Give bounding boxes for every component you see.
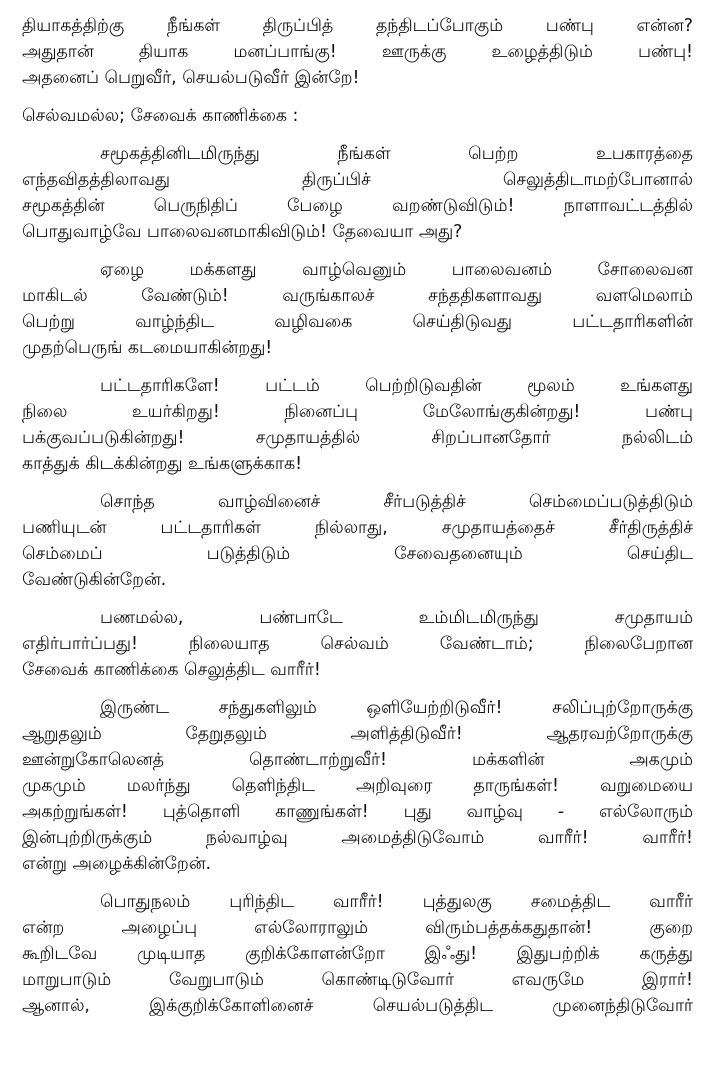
paragraph-line: பெற்று வாழ்ந்திட வழிவகை செய்திடுவது பட்டதாரிகளின் xyxy=(22,312,693,332)
paragraph-line: சமூகத்தினிடமிருந்து நீங்கள் பெற்ற உபகாரத்தை xyxy=(100,144,693,164)
paragraph-2 xyxy=(22,257,693,361)
paragraph-line: என்று அழைக்கின்றேன். xyxy=(22,854,212,874)
paragraph-line: பொதுவாழ்வே பாலைவனமாகிவிடும்! தேவையா அது? xyxy=(22,222,463,242)
paragraph-line: முகமும் மலர்ந்து தெளிந்திட அறிவுரை தாருங்கள்! வறுமையை xyxy=(22,776,693,796)
paragraph-7 xyxy=(22,889,693,1019)
paragraph-line: மாறுபாடும் வேறுபாடும் கொண்டிடுவோர் எவருமே இரார்! xyxy=(22,970,693,990)
paragraph-line: ஆறுதலும் தேறுதலும் அளித்திடுவீர்! ஆதரவற்றோருக்கு xyxy=(22,724,693,744)
paragraph-line: பொதுநலம் புரிந்திட வாரீர்! புத்துலகு சமைத்திட வாரீர் xyxy=(100,892,693,912)
paragraph-6 xyxy=(22,695,693,877)
intro-block xyxy=(22,0,693,91)
paragraph-line: பட்டதாரிகளே! பட்டம் பெற்றிடுவதின் மூலம் உங்களது xyxy=(100,376,693,396)
paragraph-line: அகற்றுங்கள்! புத்தொளி காணுங்கள்! புது வாழ்வு - எல்லோரும் xyxy=(22,802,693,822)
paragraph-line: கூறிடவே முடியாத குறிக்கோளன்றோ இஃது! இதுபற்றிக் கருத்து xyxy=(22,944,693,964)
paragraph-1 xyxy=(22,141,693,245)
intro-line-1: தியாகத்திற்கு நீங்கள் திருப்பித் தந்திடப்போகும் பண்பு என்ன? xyxy=(22,16,693,36)
paragraph-line: வேண்டுகின்றேன். xyxy=(22,570,167,590)
paragraph-line: முதற்பெருங் கடமையாகின்றது! xyxy=(22,338,273,358)
paragraph-line: சொந்த வாழ்வினைச் சீர்படுத்திச் செம்மைப்படுத்திடும் xyxy=(100,492,693,512)
paragraph-3 xyxy=(22,373,693,477)
paragraph-line: இருண்ட சந்துகளிலும் ஒளியேற்றிடுவீர்! சலிப்புற்றோருக்கு xyxy=(100,698,693,718)
section-heading: செல்வமல்ல; சேவைக் காணிக்கை : xyxy=(22,106,299,126)
paragraph-line: பணியுடன் பட்டதாரிகள் நில்லாது, சமுதாயத்தைச் சீர்திருத்திச் xyxy=(22,518,693,538)
paragraph-line: என்ற அழைப்பு எல்லோராலும் விரும்பத்தக்கதுதான்! குறை xyxy=(22,918,693,938)
paragraph-line: ஏழை மக்களது வாழ்வெனும் பாலைவனம் சோலைவன xyxy=(100,260,693,280)
paragraph-5 xyxy=(22,605,693,683)
paragraph-line: ஊன்றுகோலெனத் தொண்டாற்றுவீர்! மக்களின் அகமும் xyxy=(22,750,693,770)
paragraph-line: பணமல்ல, பண்பாடே உம்மிடமிருந்து சமுதாயம் xyxy=(100,608,693,628)
paragraph-line: நிலை உயர்கிறது! நினைப்பு மேலோங்குகின்றது! பண்பு xyxy=(22,402,693,422)
paragraph-line: பக்குவப்படுகின்றது! சமுதாயத்தில் சிறப்பானதோர் நல்லிடம் xyxy=(22,428,693,448)
paragraph-line: சேவைக் காணிக்கை செலுத்திட வாரீர்! xyxy=(22,660,321,680)
paragraph-line: செம்மைப் படுத்திடும் சேவைதனையும் செய்திட xyxy=(22,544,693,564)
paragraph-line: இன்புற்றிருக்கும் நல்வாழ்வு அமைத்திடுவோம் வாரீர்! வாரீர்! xyxy=(22,828,693,848)
intro-line-3: அதனைப் பெறுவீர், செயல்படுவீர் இன்றே! xyxy=(22,68,360,88)
paragraph-line: சமூகத்தின் பெருநிதிப் பேழை வறண்டுவிடும்! நாளாவட்டத்தில் xyxy=(22,196,693,216)
paragraph-line: எதிர்பார்ப்பது! நிலையாத செல்வம் வேண்டாம்; நிலைபேறான xyxy=(22,634,693,654)
paragraph-line: எந்தவிதத்திலாவது திருப்பிச் செலுத்திடாமற்போனால் xyxy=(22,170,693,190)
paragraph-4 xyxy=(22,489,693,593)
paragraph-line: ஆனால், இக்குறிக்கோளினைச் செயல்படுத்திட முனைந்திடுவோர் xyxy=(22,996,693,1016)
paragraph-line: காத்துக் கிடக்கின்றது உங்களுக்காக! xyxy=(22,454,303,474)
intro-line-2: அதுதான் தியாக மனப்பாங்கு! ஊருக்கு உழைத்திடும் பண்பு! xyxy=(22,42,693,62)
paragraph-line: மாகிடல் வேண்டும்! வருங்காலச் சந்ததிகளாவது வளமெலாம் xyxy=(22,286,693,306)
